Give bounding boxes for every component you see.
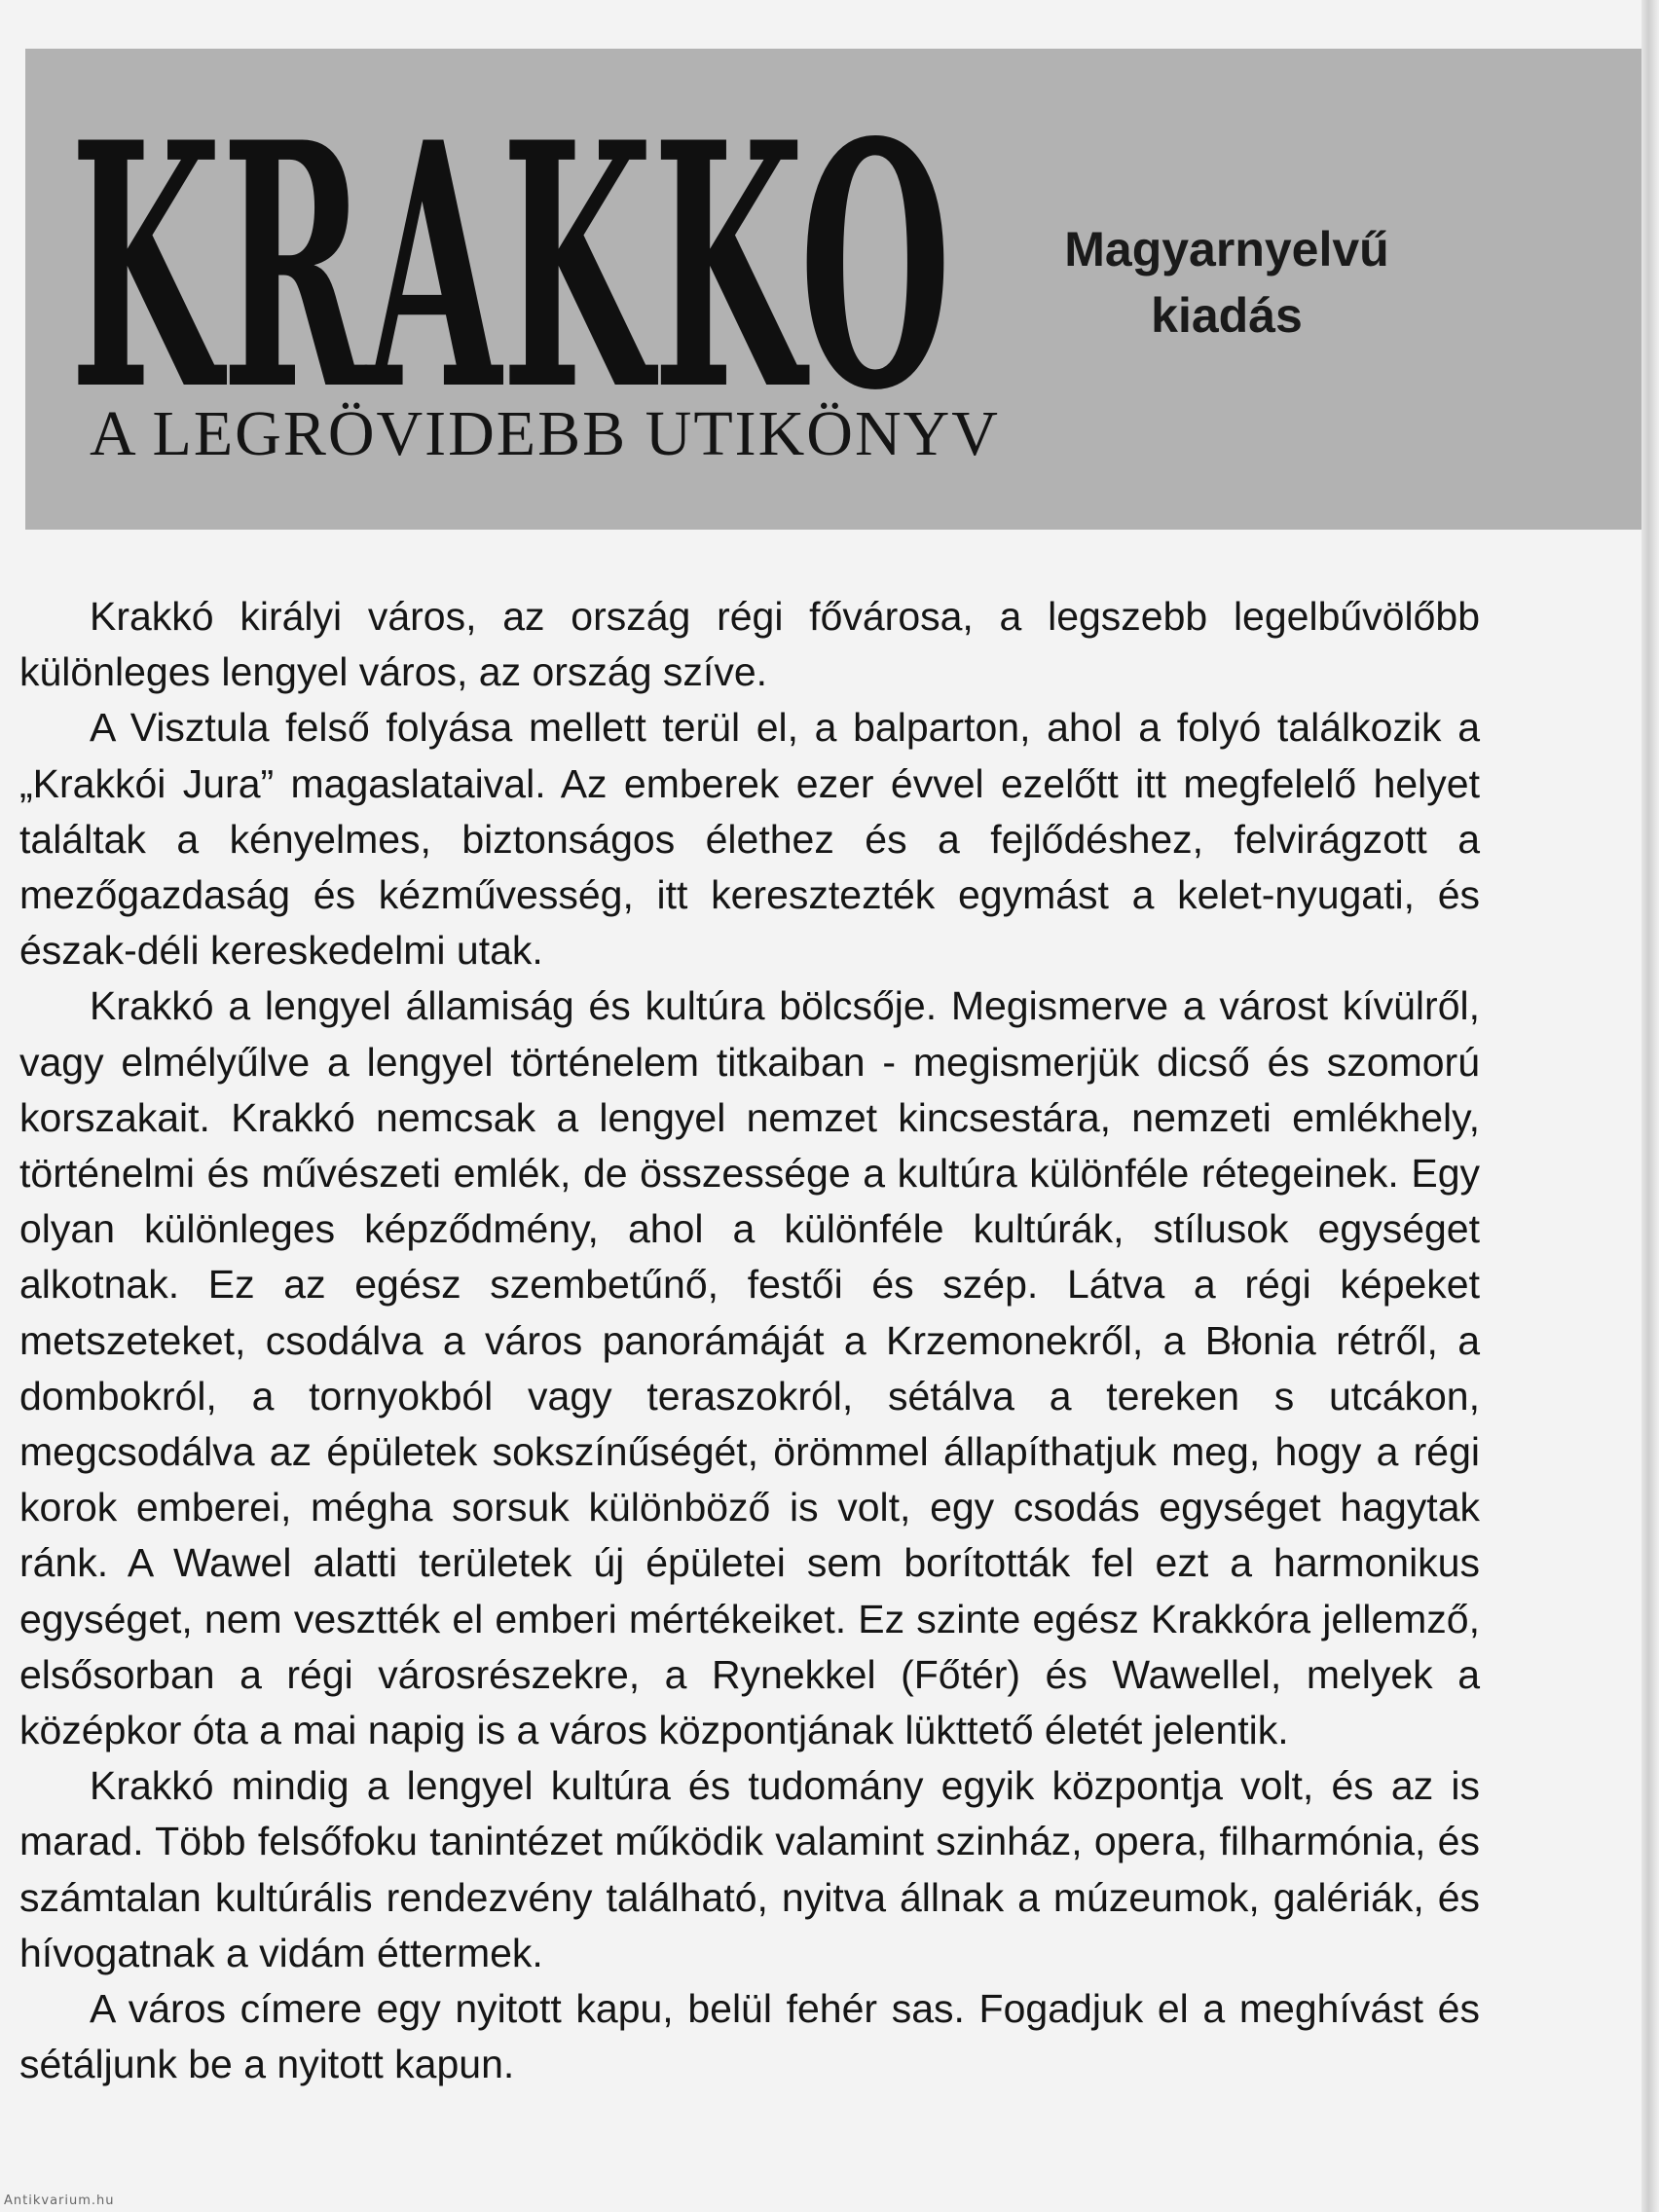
paragraph: Krakkó mindig a lengyel kultúra és tudomány egyik központja volt, és az is marad. Több felsőfoku tanintézet működik valamint szinház, opera, filharmónia, és számtalan kultúrális rendezvény található, nyitva állnak a múzeumok, galériák, és hívogatnak a vidám éttermek. <box>19 1763 1480 1975</box>
paragraph: A város címere egy nyitott kapu, belül fehér sas. Fogadjuk el a meghívást és sétáljunk be a nyitott kapun. <box>19 1986 1480 2087</box>
paragraph: Krakkó királyi város, az ország régi fővárosa, a legszebb legelbűvölőbb különleges lengyel város, az ország szíve. <box>19 594 1480 695</box>
title-logo <box>70 58 966 409</box>
page-edge <box>1641 0 1659 2212</box>
edition-line-2: kiadás <box>1151 288 1303 343</box>
edition-label <box>1032 216 1421 349</box>
edition-line-1: Magyarnyelvű <box>1064 222 1389 276</box>
paragraph: Krakkó a lengyel államiság és kultúra bölcsője. Megismerve a várost kívülről, vagy elmélyűlve a lengyel történelem titkaiban - megismerjük dicső és szomorú korszakait. Krakkó nemcsak a lengyel nemzet kincsestára, nemzeti emlékhely, történelmi és művészeti emlék, de összessége a kultúra különféle rétegeinek. Egy olyan különleges képződmény, ahol a különféle kultúrák, stílusok egységet alkotnak. Ez az egész szembetűnő, festői és szép. Látva a régi képeket metszeteket, csodálva a város panorámáját a Krzemonekről, a Błonia rétről, a dombokról, a tornyokból vagy teraszokról, sétálva a tereken s utcákon, megcsodálva az épületek sokszínűségét, örömmel állapíthatjuk meg, hogy a régi korok emberei, mégha sorsuk különböző is volt, egy csodás egységet hagytak ránk. A Wawel alatti területek új épületei sem borították fel ezt a harmonikus egységet, nem vesztték el emberi mértékeiket. Ez szinte egész Krakkóra jellemző, elsősorban a régi városrészekre, a Rynekkel (Főtér) és Wawellel, melyek a középkor óta a mai napig is a város központjának lükttető életét jelentik. <box>19 983 1480 1753</box>
watermark: Antikvarium.hu <box>4 2194 115 2208</box>
page-subtitle: A LEGRÖVIDEBB UTIKÖNYV <box>90 398 1000 469</box>
article-body <box>19 589 1480 2092</box>
paragraph: A Visztula felső folyása mellett terül el, a balparton, ahol a folyó találkozik a „Krakkói Jura” magaslataival. Az emberek ezer évvel ezelőtt itt megfelelő helyet találtak a kényelmes, biztonságos élethez és a fejlődéshez, felvirágzott a mezőgazdaság és kézművesség, itt keresztezték egymást a kelet-nyugati, és észak-déli kereskedelmi utak. <box>19 705 1480 974</box>
page-title: KRAKKO <box>70 70 951 409</box>
